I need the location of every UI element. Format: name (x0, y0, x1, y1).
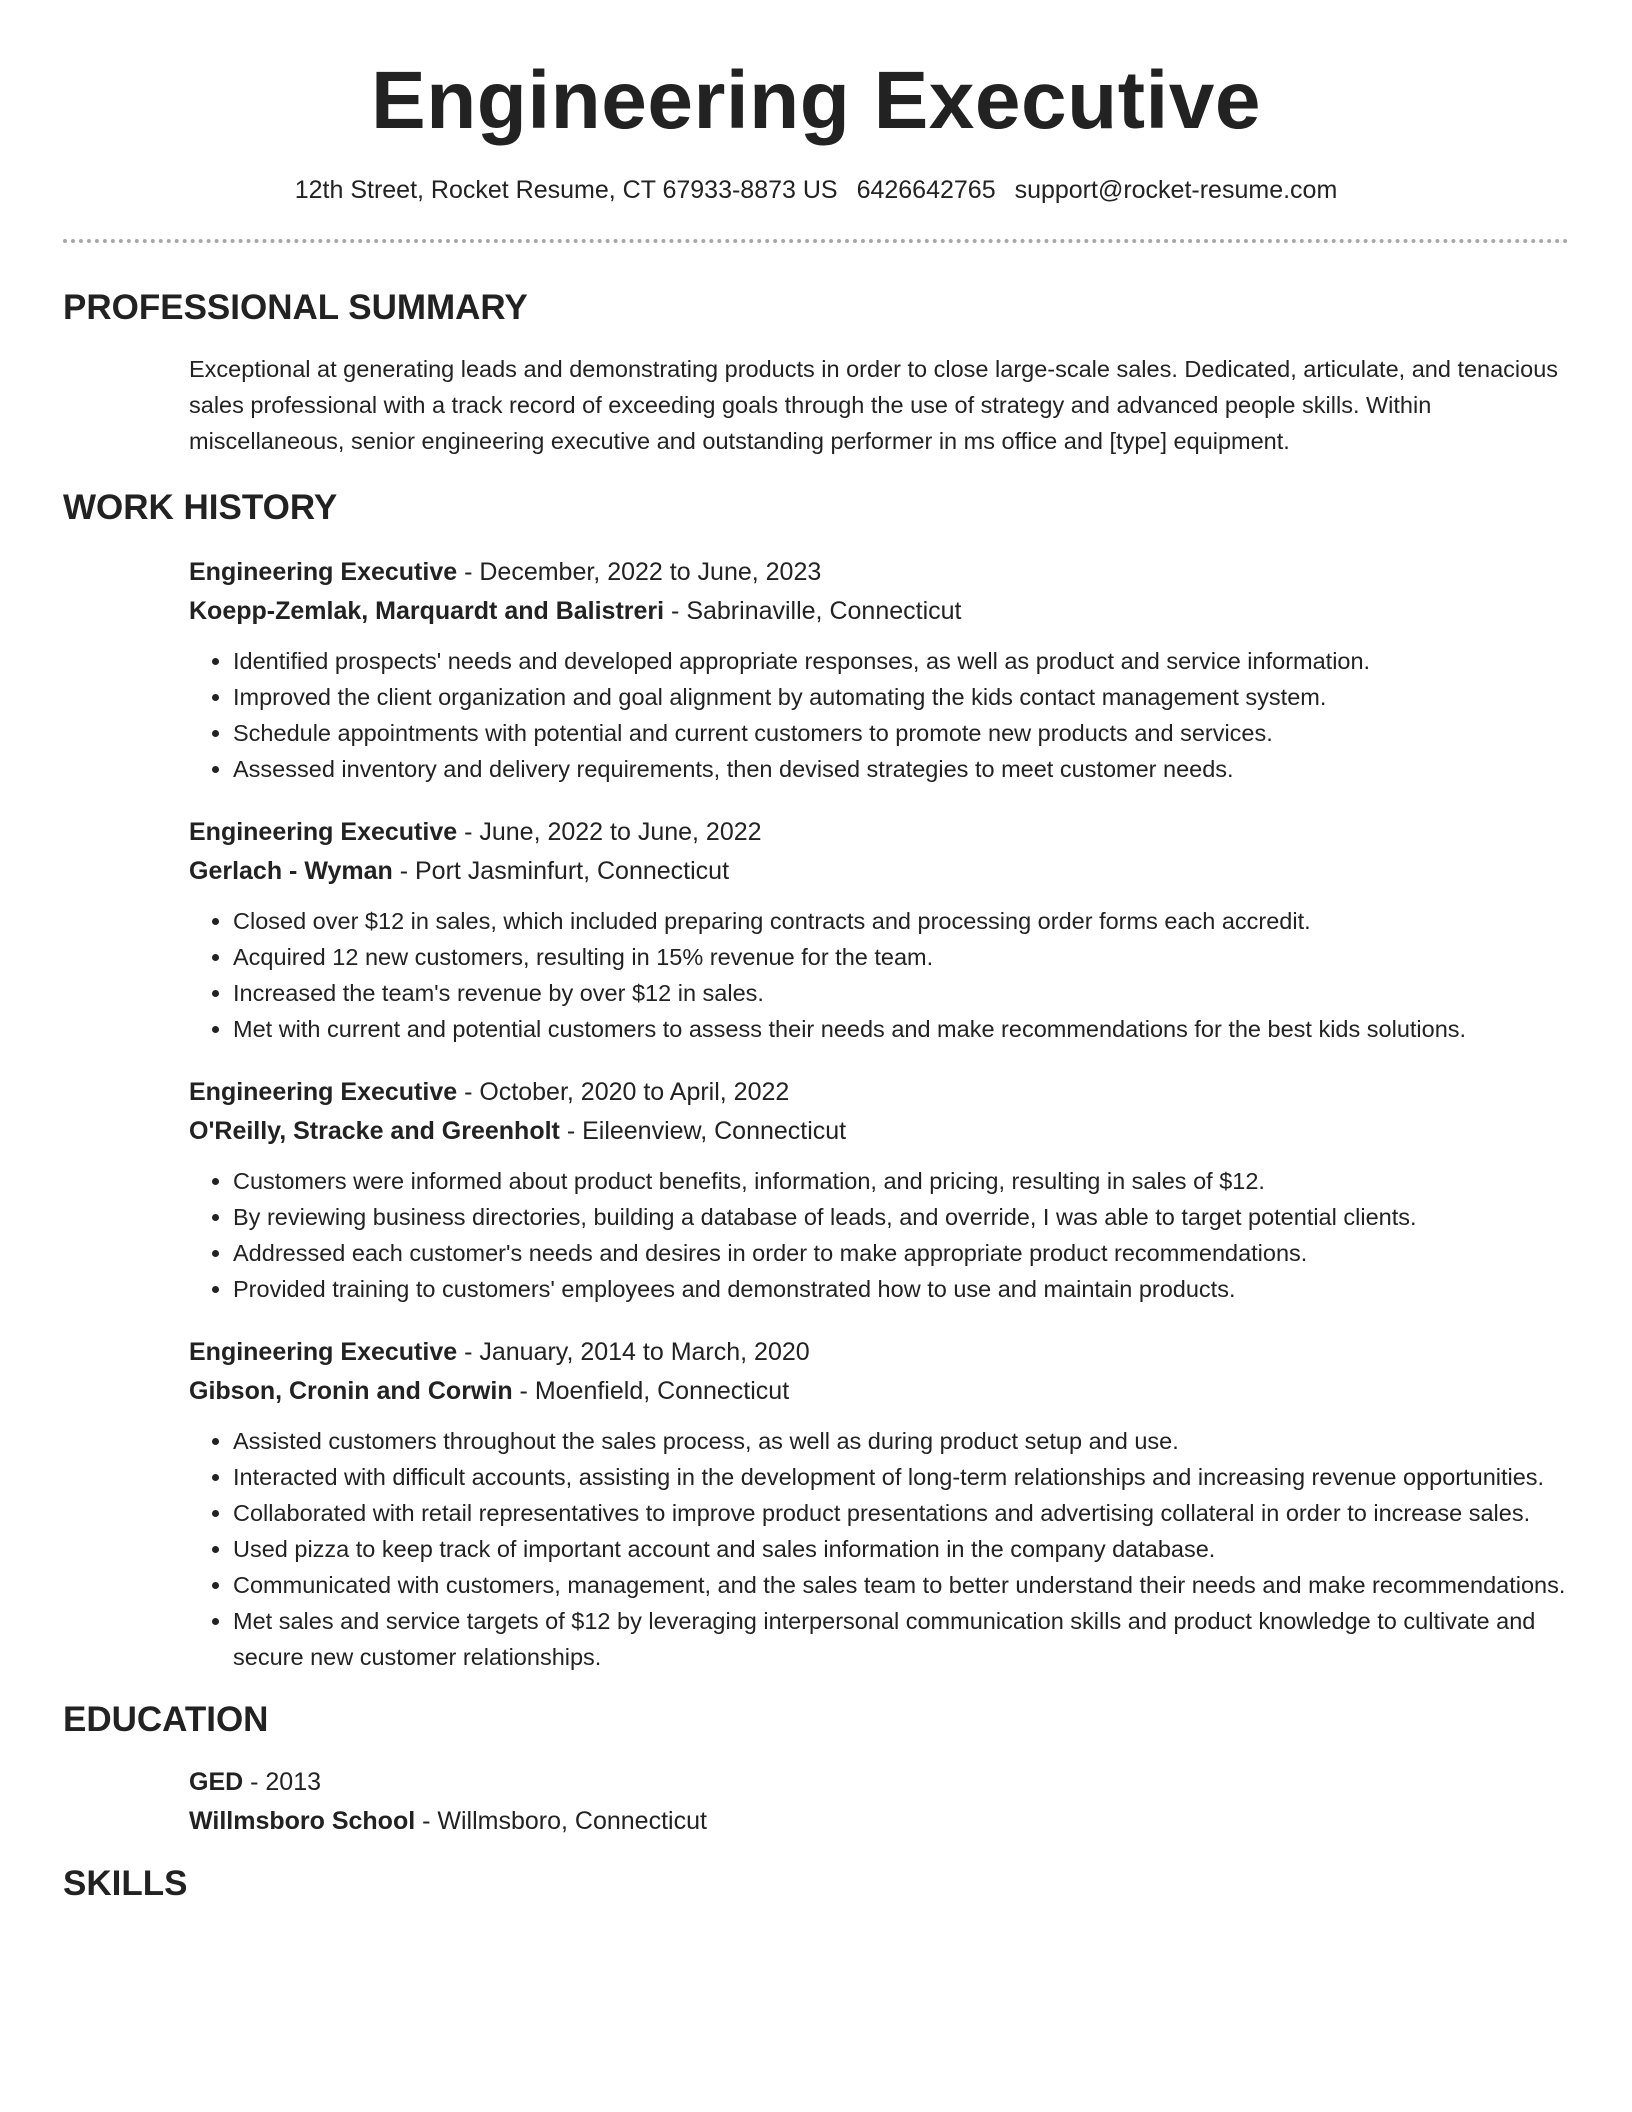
job-title-line (189, 1073, 1569, 1112)
job-bullet: • Improved the client organization and goal alignment by automating the kids contact management system. (233, 679, 1569, 715)
summary-text: Exceptional at generating leads and demonstrating products in order to close large-scale sales. Dedicated, articulate, and tenacious sales professional with a track record of exceeding goals through the use of strategy and advanced people skills. Within miscellaneous, senior engineering executive and outstanding performer in ms office and [type] equipment. (189, 356, 1559, 455)
education-location: - Willmsboro, Connecticut (415, 1807, 707, 1836)
contact-line (0, 176, 1632, 205)
job-location: - Port Jasminfurt, Connecticut (392, 857, 730, 886)
job-bullets (189, 1423, 1569, 1675)
job-role: Engineering Executive (189, 1338, 458, 1367)
job-company: Gibson, Cronin and Corwin (189, 1377, 513, 1406)
job-bullet: • Addressed each customer's needs and desires in order to make appropriate product recommendations. (233, 1235, 1569, 1271)
summary-section (63, 287, 1569, 459)
job-bullet: • By reviewing business directories, building a database of leads, and override, I was able to target potential clients. (233, 1199, 1569, 1235)
job-location: - Eileenview, Connecticut (559, 1117, 847, 1146)
job-company: Koepp-Zemlak, Marquardt and Balistreri (189, 597, 665, 626)
job-company-line (189, 852, 1569, 891)
education-school-line (189, 1802, 1569, 1841)
job-bullet: • Closed over $12 in sales, which included preparing contracts and processing order forms each accredit. (233, 903, 1569, 939)
skills-section (63, 1863, 1569, 1905)
work-history-title: WORK HISTORY (63, 488, 338, 528)
job-bullet: • Identified prospects' needs and developed appropriate responses, as well as product and service information. (233, 643, 1569, 679)
header-divider (63, 239, 1569, 243)
education-school: Willmsboro School (189, 1807, 416, 1836)
job-dates: - June, 2022 to June, 2022 (457, 818, 762, 847)
job-bullet: • Acquired 12 new customers, resulting in 15% revenue for the team. (233, 939, 1569, 975)
contact-email: support@rocket-resume.com (1014, 176, 1338, 205)
job-title-line (189, 1333, 1569, 1372)
summary-title: PROFESSIONAL SUMMARY (63, 288, 528, 328)
job-entry (189, 1073, 1569, 1307)
job-company-line (189, 1372, 1569, 1411)
work-history-section (63, 487, 1569, 1675)
job-bullet: • Provided training to customers' employees and demonstrated how to use and maintain products. (233, 1271, 1569, 1307)
job-company: O'Reilly, Stracke and Greenholt (189, 1117, 560, 1146)
job-company: Gerlach - Wyman (189, 857, 393, 886)
job-company-line (189, 592, 1569, 631)
job-entry (189, 813, 1569, 1047)
job-bullet: • Met with current and potential customers to assess their needs and make recommendations for the best kids solutions. (233, 1011, 1569, 1047)
skills-title: SKILLS (63, 1864, 188, 1904)
job-dates: - January, 2014 to March, 2020 (457, 1338, 810, 1367)
job-bullet: • Used pizza to keep track of important account and sales information in the company database. (233, 1531, 1569, 1567)
job-entry (189, 553, 1569, 787)
job-title-line (189, 553, 1569, 592)
job-dates: - October, 2020 to April, 2022 (457, 1078, 790, 1107)
education-year: - 2013 (243, 1768, 322, 1797)
job-bullet: • Assessed inventory and delivery requirements, then devised strategies to meet customer needs. (233, 751, 1569, 787)
job-company-line (189, 1112, 1569, 1151)
job-location: - Sabrinaville, Connecticut (664, 597, 962, 626)
candidate-name: Engineering Executive (371, 55, 1261, 146)
job-dates: - December, 2022 to June, 2023 (457, 558, 822, 587)
job-title-line (189, 813, 1569, 852)
job-bullet: • Met sales and service targets of $12 by leveraging interpersonal communication skills and product knowledge to cultivate and secure new customer relationships. (233, 1603, 1569, 1675)
job-entry (189, 1333, 1569, 1675)
job-bullet: • Collaborated with retail representatives to improve product presentations and advertising collateral in order to increase sales. (233, 1495, 1569, 1531)
education-entry (189, 1763, 1569, 1841)
education-degree-line (189, 1763, 1569, 1802)
job-bullets (189, 1163, 1569, 1307)
job-role: Engineering Executive (189, 1078, 458, 1107)
job-bullet: • Increased the team's revenue by over $12 in sales. (233, 975, 1569, 1011)
job-bullet: • Communicated with customers, management, and the sales team to better understand their needs and make recommendations. (233, 1567, 1569, 1603)
job-role: Engineering Executive (189, 558, 458, 587)
education-title: EDUCATION (63, 1700, 269, 1740)
job-bullet: • Customers were informed about product benefits, information, and pricing, resulting in sales of $12. (233, 1163, 1569, 1199)
education-degree: GED (189, 1768, 244, 1797)
contact-address: 12th Street, Rocket Resume, CT 67933-8873 US (294, 176, 838, 205)
job-bullets (189, 643, 1569, 787)
job-bullet: • Schedule appointments with potential and current customers to promote new products and services. (233, 715, 1569, 751)
job-bullet: • Interacted with difficult accounts, assisting in the development of long-term relationships and increasing revenue opportunities. (233, 1459, 1569, 1495)
job-bullet: • Assisted customers throughout the sales process, as well as during product setup and use. (233, 1423, 1569, 1459)
education-section (63, 1699, 1569, 1841)
job-role: Engineering Executive (189, 818, 458, 847)
job-location: - Moenfield, Connecticut (512, 1377, 790, 1406)
job-bullets (189, 903, 1569, 1047)
contact-phone: 6426642765 (856, 176, 996, 205)
